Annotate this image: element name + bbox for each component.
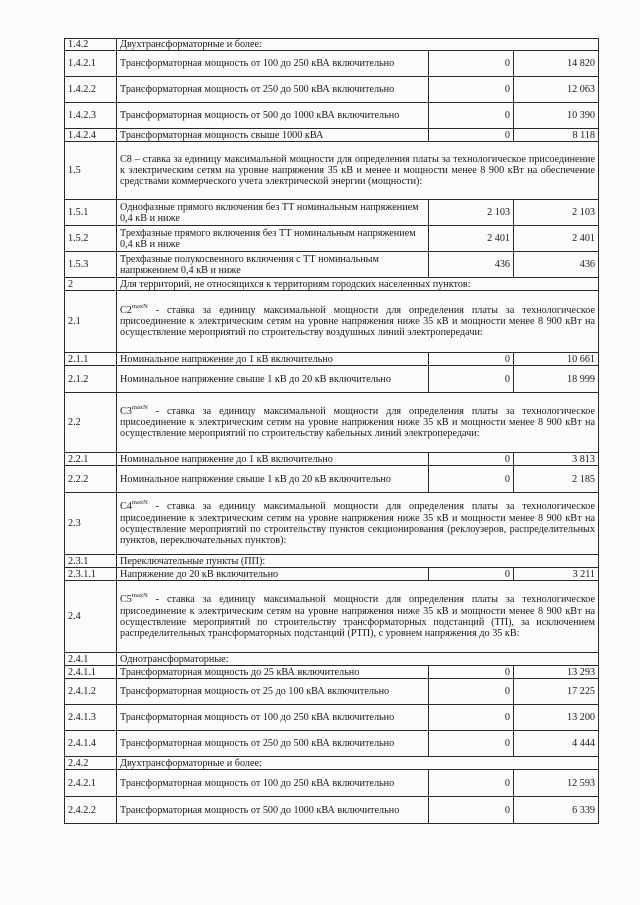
- row-description: Трансформаторная мощность свыше 1000 кВА: [117, 129, 429, 142]
- row-number: 2.4.1.1: [65, 666, 117, 679]
- rate-text: - ставка за единицу максимальной мощности для определения платы за технологическое присоединение к электрическим сетям на уровне напряжения ниже 35 кВ и мощности менее 8 900 кВт на осуществление мероприятий по строительству кабельных линий электропередачи:: [120, 405, 595, 440]
- row-value-2: 6 339: [514, 797, 599, 824]
- row-value-1: 0: [429, 103, 514, 129]
- table-row: [65, 353, 599, 366]
- rate-superscript: maxN: [131, 592, 148, 600]
- row-value-2: 3 211: [514, 568, 599, 581]
- row-value-2: 13 200: [514, 705, 599, 731]
- row-value-1: 0: [429, 466, 514, 493]
- row-number: 2.4.2: [65, 757, 117, 770]
- table-row: [65, 252, 599, 278]
- row-value-1: 2 401: [429, 226, 514, 252]
- table-row: [65, 77, 599, 103]
- rate-text: - ставка за единицу максимальной мощности для определения платы за технологическое присоединение к электрическим сетям на уровне напряжения ниже 35 кВ и мощности менее 8 900 кВт на осуществление мероприятий по строительству трансформаторных подстанций (ТП), за исключением распределительных трансформаторных подстанций (РТП), с уровнем напряжения до 35 кВ:: [120, 594, 595, 639]
- row-section-title: Двухтрансформаторные и более:: [117, 757, 599, 770]
- table-row: [65, 103, 599, 129]
- row-number: 2.4.1.3: [65, 705, 117, 731]
- row-value-1: 0: [429, 797, 514, 824]
- tariff-table-body: [65, 39, 599, 824]
- row-description: Напряжение до 20 кВ включительно: [117, 568, 429, 581]
- table-row: [65, 705, 599, 731]
- row-number: 2.1.2: [65, 366, 117, 393]
- table-row: [65, 666, 599, 679]
- row-value-1: 0: [429, 666, 514, 679]
- row-number: 1.4.2: [65, 39, 117, 51]
- row-number: 2.2.2: [65, 466, 117, 493]
- table-row: [65, 653, 599, 666]
- row-value-1: 0: [429, 51, 514, 77]
- row-value-2: 8 118: [514, 129, 599, 142]
- table-row: [65, 366, 599, 393]
- row-value-1: 436: [429, 252, 514, 278]
- row-description: Номинальное напряжение свыше 1 кВ до 20 кВ включительно: [117, 366, 429, 393]
- rate-symbol: C2: [120, 304, 132, 316]
- row-number: 2.2: [65, 393, 117, 453]
- row-description: Номинальное напряжение свыше 1 кВ до 20 кВ включительно: [117, 466, 429, 493]
- row-number: 1.4.2.3: [65, 103, 117, 129]
- rate-superscript: maxN: [131, 403, 148, 411]
- row-value-1: 0: [429, 366, 514, 393]
- row-description: Трансформаторная мощность от 100 до 250 кВА включительно: [117, 51, 429, 77]
- row-value-2: 14 820: [514, 51, 599, 77]
- row-number: 2: [65, 278, 117, 291]
- rate-symbol: C3: [120, 405, 132, 417]
- row-description: Трансформаторная мощность от 25 до 100 кВА включительно: [117, 679, 429, 705]
- row-value-2: 2 103: [514, 200, 599, 226]
- row-value-1: 0: [429, 568, 514, 581]
- table-row: [65, 453, 599, 466]
- rate-superscript: maxN: [131, 302, 148, 310]
- table-row: [65, 581, 599, 653]
- row-value-1: 0: [429, 77, 514, 103]
- row-value-2: 3 813: [514, 453, 599, 466]
- row-rate-description: C8 – ставка за единицу максимальной мощности для определения платы за технологическое присоединение к электрическим сетям на уровне напряжения 35 кВ и менее и мощности менее 8 900 кВт на обеспечение средствами коммерческого учета электрической энергии (мощности):: [117, 142, 599, 200]
- rate-text: - ставка за единицу максимальной мощности для определения платы за технологическое присоединение к электрическим сетям на уровне напряжения ниже 35 кВ и мощности менее 8 900 кВт на осуществление мероприятий по строительству воздушных линий электропередачи:: [120, 304, 595, 339]
- row-value-2: 4 444: [514, 731, 599, 757]
- row-value-2: 10 661: [514, 353, 599, 366]
- row-number: 1.5: [65, 142, 117, 200]
- row-value-2: 12 593: [514, 770, 599, 797]
- row-number: 2.4: [65, 581, 117, 653]
- row-rate-description: [117, 393, 599, 453]
- row-number: 1.5.3: [65, 252, 117, 278]
- row-description: Трансформаторная мощность до 25 кВА включительно: [117, 666, 429, 679]
- row-section-title: Однотрансформаторные:: [117, 653, 599, 666]
- row-rate-description: [117, 291, 599, 353]
- table-row: [65, 129, 599, 142]
- rate-superscript: maxN: [131, 499, 148, 507]
- row-value-2: 13 293: [514, 666, 599, 679]
- rate-text: - ставка за единицу максимальной мощности для определения платы за технологическое присоединение к электрическим сетям на уровне напряжения ниже 35 кВ и мощности менее 8 900 кВт на осуществление мероприятий по строительству пунктов секционирования (реклоузеров, распределительных пунктов, переключательных пунктов):: [120, 501, 595, 546]
- row-description: Однофазные прямого включения без ТТ номинальным напряжением 0,4 кВ и ниже: [117, 200, 429, 226]
- table-row: [65, 757, 599, 770]
- table-row: [65, 797, 599, 824]
- row-value-2: 18 999: [514, 366, 599, 393]
- table-row: [65, 291, 599, 353]
- tariff-table: [64, 38, 599, 824]
- table-row: [65, 466, 599, 493]
- table-row: [65, 555, 599, 568]
- rate-symbol: C5: [120, 594, 132, 606]
- row-section-title: Для территорий, не относящихся к территориям городских населенных пунктов:: [117, 278, 599, 291]
- row-description: Трансформаторная мощность от 500 до 1000 кВА включительно: [117, 797, 429, 824]
- row-number: 2.4.2.2: [65, 797, 117, 824]
- row-number: 2.4.1.2: [65, 679, 117, 705]
- row-number: 1.4.2.4: [65, 129, 117, 142]
- row-value-2: 436: [514, 252, 599, 278]
- row-value-1: 0: [429, 679, 514, 705]
- row-description: Трансформаторная мощность от 250 до 500 кВА включительно: [117, 731, 429, 757]
- table-row: [65, 226, 599, 252]
- row-number: 2.4.2.1: [65, 770, 117, 797]
- table-row: [65, 770, 599, 797]
- row-description: Трансформаторная мощность от 100 до 250 кВА включительно: [117, 705, 429, 731]
- row-description: Номинальное напряжение до 1 кВ включительно: [117, 453, 429, 466]
- row-number: 2.4.1: [65, 653, 117, 666]
- row-number: 2.1.1: [65, 353, 117, 366]
- row-number: 2.3.1: [65, 555, 117, 568]
- row-number: 2.3.1.1: [65, 568, 117, 581]
- row-value-1: 2 103: [429, 200, 514, 226]
- table-row: [65, 51, 599, 77]
- row-value-2: 2 401: [514, 226, 599, 252]
- row-value-1: 0: [429, 353, 514, 366]
- row-section-title: Двухтрансформаторные и более:: [117, 39, 599, 51]
- row-description: Трехфазные прямого включения без ТТ номинальным напряжением 0,4 кВ и ниже: [117, 226, 429, 252]
- row-value-1: 0: [429, 705, 514, 731]
- row-number: 1.4.2.1: [65, 51, 117, 77]
- row-number: 2.2.1: [65, 453, 117, 466]
- row-value-2: 10 390: [514, 103, 599, 129]
- table-row: [65, 278, 599, 291]
- table-row: [65, 679, 599, 705]
- row-value-1: 0: [429, 770, 514, 797]
- row-number: 1.5.1: [65, 200, 117, 226]
- table-row: [65, 200, 599, 226]
- row-number: 1.4.2.2: [65, 77, 117, 103]
- row-value-2: 12 063: [514, 77, 599, 103]
- table-row: [65, 568, 599, 581]
- table-row: [65, 493, 599, 555]
- row-number: 1.5.2: [65, 226, 117, 252]
- row-description: Трансформаторная мощность от 250 до 500 кВА включительно: [117, 77, 429, 103]
- table-row: [65, 731, 599, 757]
- table-row: [65, 39, 599, 51]
- row-value-1: 0: [429, 453, 514, 466]
- row-value-2: 17 225: [514, 679, 599, 705]
- row-section-title: Переключательные пункты (ПП):: [117, 555, 599, 568]
- row-value-1: 0: [429, 731, 514, 757]
- row-rate-description: [117, 493, 599, 555]
- table-row: [65, 142, 599, 200]
- row-description: Номинальное напряжение до 1 кВ включительно: [117, 353, 429, 366]
- rate-symbol: C4: [120, 501, 132, 513]
- row-description: Трансформаторная мощность от 100 до 250 кВА включительно: [117, 770, 429, 797]
- row-rate-description: [117, 581, 599, 653]
- table-row: [65, 393, 599, 453]
- row-number: 2.4.1.4: [65, 731, 117, 757]
- row-value-2: 2 185: [514, 466, 599, 493]
- row-description: Трансформаторная мощность от 500 до 1000 кВА включительно: [117, 103, 429, 129]
- row-number: 2.3: [65, 493, 117, 555]
- row-number: 2.1: [65, 291, 117, 353]
- row-value-1: 0: [429, 129, 514, 142]
- row-description: Трехфазные полукосвенного включения с ТТ номинальным напряжением 0,4 кВ и ниже: [117, 252, 429, 278]
